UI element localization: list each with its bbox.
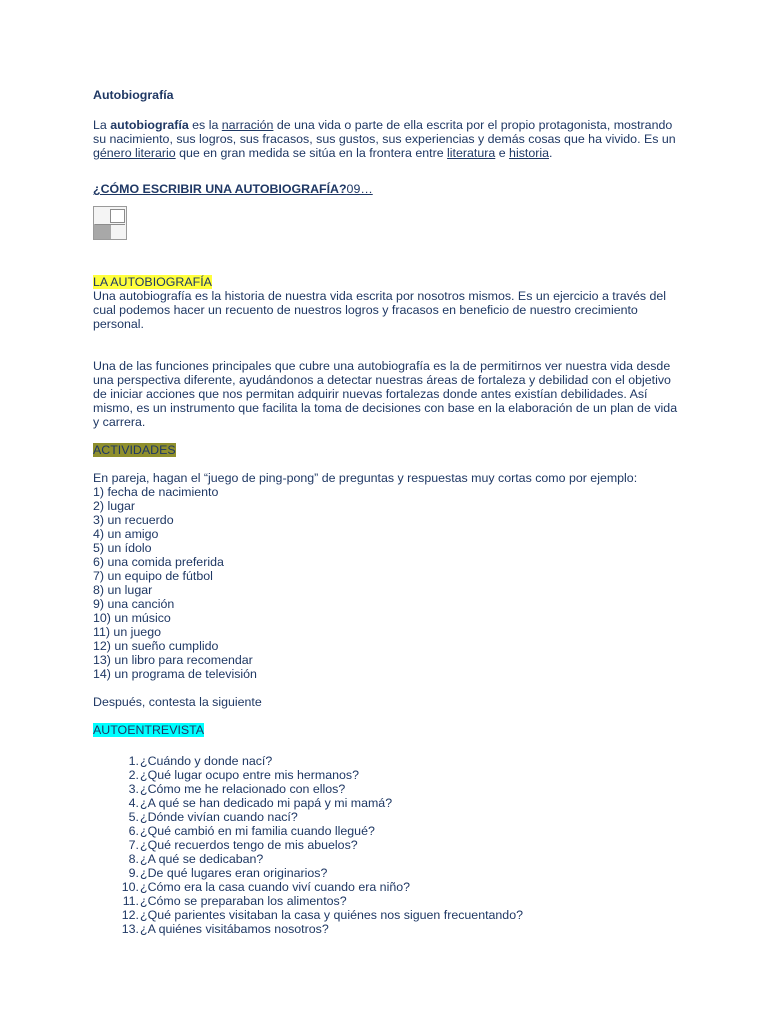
- list-item: 6) una comida preferida: [93, 555, 224, 569]
- activities-heading: ACTIVIDADES: [93, 443, 176, 457]
- how-to-write-link[interactable]: ¿CÓMO ESCRIBIR UNA AUTOBIOGRAFÍA?09…: [93, 182, 373, 196]
- list-item: 11) un juego: [93, 625, 161, 639]
- intro-paragraph: La autobiografía es la narración de una vida o parte de ella escrita por el propio protagonista, mostrando su nacimiento, sus logros, sus fracasos, sus gustos, sus experiencias y demás cosas que ha vivido. Es un género literario que en gran medida se sitúa en la frontera entre literatura e historia.: [93, 118, 676, 160]
- list-item: 12. ¿Qué parientes visitaban la casa y quiénes nos siguen frecuentando?: [121, 908, 523, 922]
- section-heading-autobiografia: LA AUTOBIOGRAFÍA: [93, 275, 212, 289]
- activities-intro: En pareja, hagan el “juego de ping-pong” de preguntas y respuestas muy cortas como por ejemplo:: [93, 471, 638, 485]
- list-item: 11. ¿Cómo se preparaban los alimentos?: [122, 894, 347, 908]
- list-item: 9. ¿De qué lugares eran originarios?: [128, 866, 328, 880]
- list-item: 7) un equipo de fútbol: [93, 569, 213, 583]
- term-autobiografia: autobiografía: [110, 118, 189, 132]
- list-item: 7. ¿Qué recuerdos tengo de mis abuelos?: [128, 838, 358, 852]
- list-item: 5) un ídolo: [93, 541, 152, 555]
- list-item: 2) lugar: [93, 499, 136, 513]
- list-item: 10. ¿Cómo era la casa cuando viví cuando era niño?: [121, 880, 410, 894]
- link-narracion[interactable]: narración: [221, 118, 274, 132]
- list-item: 13) un libro para recomendar: [93, 653, 253, 667]
- section1-paragraph1: Una autobiografía es la historia de nuestra vida escrita por nosotros mismos. Es un ejercicio a través del cual podemos hacer un recuento de nuestros logros y fracasos en beneficio de nuestro crecimiento personal.: [93, 289, 667, 331]
- list-item: 2. ¿Qué lugar ocupo entre mis hermanos?: [128, 768, 360, 782]
- list-item: 6. ¿Qué cambió en mi familia cuando llegué?: [128, 824, 375, 838]
- list-item: 13. ¿A quiénes visitábamos nosotros?: [121, 922, 329, 936]
- activities-after-text: Después, contesta la siguiente: [93, 695, 262, 709]
- list-item: 4) un amigo: [93, 527, 159, 541]
- page-title: Autobiografía: [93, 88, 174, 102]
- list-item: 14) un programa de televisión: [93, 667, 257, 681]
- link-genero-literario[interactable]: género literario: [93, 146, 176, 160]
- interview-questions-list: [93, 754, 678, 936]
- list-item: 1. ¿Cuándo y donde nací?: [128, 754, 273, 768]
- link-historia[interactable]: historia: [509, 146, 549, 160]
- list-item: 4. ¿A qué se han dedicado mi papá y mi mamá?: [128, 796, 393, 810]
- list-item: 8. ¿A qué se dedicaban?: [128, 852, 264, 866]
- list-item: 1) fecha de nacimiento: [93, 485, 219, 499]
- link-literatura[interactable]: literatura: [447, 146, 496, 160]
- list-item: 3) un recuerdo: [93, 513, 174, 527]
- activities-list: [93, 485, 678, 681]
- section1-paragraph2: Una de las funciones principales que cubre una autobiografía es la de permitirnos ver nuestra vida desde una perspectiva diferente, ayudándonos a detectar nuestras áreas de fortaleza y debilidad con el objetivo de iniciar acciones que nos permitan adquirir nuevas fortalezas donde antes existían debilidades. Así mismo, es un instrumento que facilita la toma de decisiones con base en la elaboración de un plan de vida y carrera.: [93, 359, 678, 429]
- list-item: 5. ¿Dónde vivían cuando nací?: [128, 810, 298, 824]
- document-thumbnail-icon[interactable]: [93, 206, 127, 240]
- list-item: 8) un lugar: [93, 583, 153, 597]
- list-item: 12) un sueño cumplido: [93, 639, 219, 653]
- list-item: 3. ¿Cómo me he relacionado con ellos?: [128, 782, 346, 796]
- list-item: 10) un músico: [93, 611, 171, 625]
- autoentrevista-heading: AUTOENTREVISTA: [93, 723, 205, 737]
- list-item: 9) una canción: [93, 597, 175, 611]
